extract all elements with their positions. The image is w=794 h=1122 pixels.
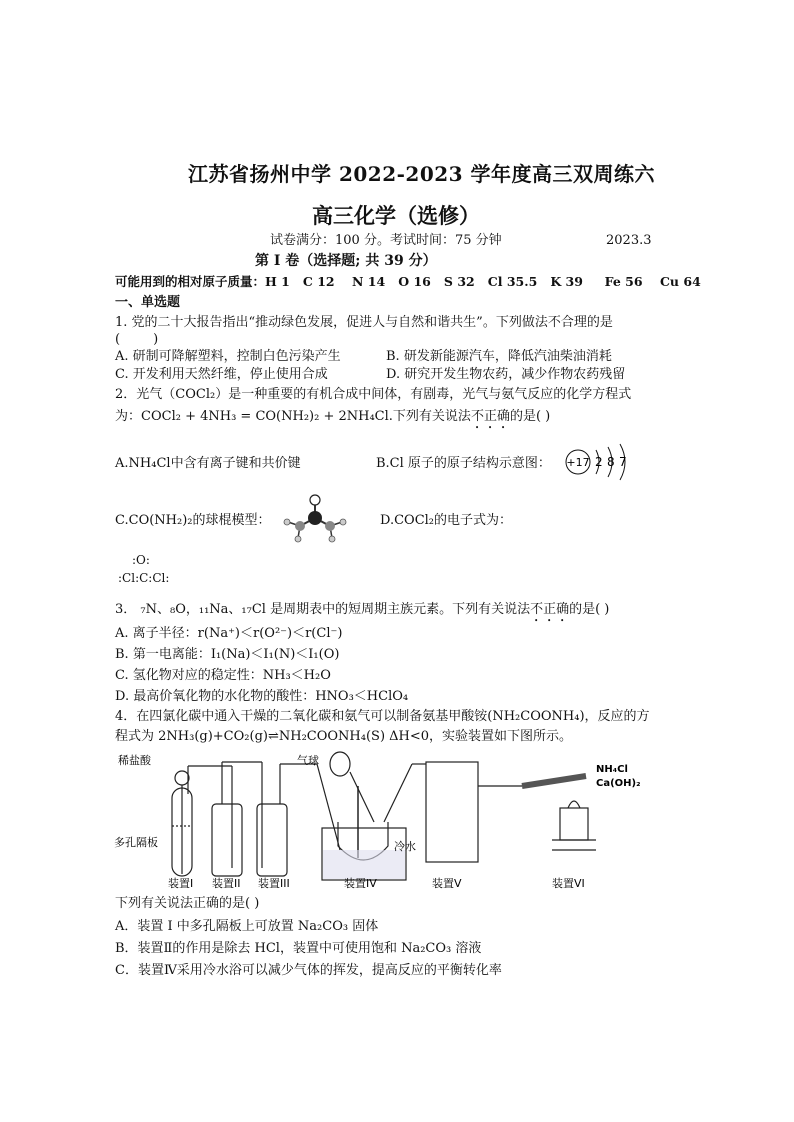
q2-option-a-formula: NH₄Cl	[128, 456, 171, 471]
q2-option-d-formula: COCl₂	[394, 513, 435, 528]
q2-option-c-formula: CO(NH₂)₂	[128, 513, 193, 528]
q2-stem-b: ）是一种重要的有机合成中间体，有剧毒，光气与氨气反应的化学方程式	[215, 387, 632, 402]
label-apparatus-2: 装置II	[212, 877, 241, 890]
label-reagent-2: Ca(OH)₂	[596, 778, 641, 789]
q4-stem-line2: 程式为 2NH₃(g)+CO₂(g)⇌NH₂COONH₄(S) ΔH<0，实验装置如下图所示。	[115, 729, 573, 744]
q3-option-d: D. 最高价氧化物的水化物的酸性：HNO₃＜HClO₄	[115, 689, 409, 704]
label-balloon: 气球	[297, 754, 319, 767]
nitrogen-atom-2	[325, 521, 335, 531]
label-apparatus-3: 装置III	[258, 877, 290, 890]
q3-stem-a: 3． ₇N、₈O，₁₁Na、₁₇Cl 是周期表中的短周期主族元素。下列有关说法	[115, 602, 531, 617]
flame	[568, 801, 580, 808]
label-cold-water: 冷水	[394, 840, 416, 853]
q3-option-b: B. 第一电离能：I₁(Na)＜I₁(N)＜I₁(O)	[115, 647, 340, 662]
nitrogen-atom-1	[295, 521, 305, 531]
q2-equation-prefix: 为：	[115, 409, 142, 424]
part-title: 一、单选题	[115, 295, 181, 310]
carbon-atom	[308, 511, 322, 525]
q2-option-a-text: 中含有离子键和共价键	[170, 456, 301, 471]
q3-option-c: C. 氢化物对应的稳定性：NH₃＜H₂O	[115, 668, 331, 683]
q4-option-c: C．装置Ⅳ采用冷水浴可以减少气体的挥发，提高反应的平衡转化率	[115, 963, 502, 978]
balloon	[330, 752, 350, 776]
burner	[560, 808, 588, 840]
q4-option-b: B．装置Ⅱ的作用是除去 HCl，装置中可使用饱和 Na₂CO₃ 溶液	[115, 941, 482, 956]
q3-option-a: A. 离子半径：r(Na⁺)＜r(O²⁻)＜r(Cl⁻)	[115, 626, 343, 641]
q2-option-d	[380, 512, 512, 529]
acid-funnel-bulb	[175, 771, 189, 785]
q3-emphasis: 不正确	[530, 602, 570, 617]
exam-meta: 试卷满分：100 分。考试时间：75 分钟	[270, 233, 502, 248]
atom-nucleus-label: +17	[566, 456, 590, 469]
q2-stem-formula: COCl₂	[175, 387, 216, 402]
lewis-bottom: :Cl:C:Cl:	[118, 571, 170, 585]
q2-option-b-text: B.Cl 原子的原子结构示意图：	[376, 456, 551, 471]
q1-option-d: D. 研究开发生物农药，减少作物农药残留	[386, 367, 626, 382]
q2-stem-a: 2．光气（	[115, 387, 176, 402]
label-apparatus-4: 装置IV	[344, 877, 377, 890]
q3-stem-b: 的是( )	[569, 602, 610, 617]
apparatus-2-bottle	[212, 804, 242, 876]
label-apparatus-6: 装置VI	[552, 877, 585, 890]
q1-bracket: ( )	[115, 332, 159, 347]
label-apparatus-1: 装置I	[168, 877, 194, 890]
q2-equation-suffix-a: .下列有关说法	[388, 409, 471, 424]
q1-option-b: B. 研发新能源汽车，降低汽油柴油消耗	[386, 349, 612, 364]
q3-stem	[115, 601, 609, 625]
q1-option-c: C. 开发利用天然纤维，停止使用合成	[115, 367, 328, 382]
oxygen-atom	[310, 495, 320, 505]
q2-stem	[115, 386, 631, 403]
apparatus-5-box	[426, 762, 478, 862]
shell-count-2: 8	[607, 455, 615, 469]
cl-atom-structure-diagram	[562, 440, 642, 484]
q2-emphasis: 不正确	[470, 409, 510, 424]
q4-option-a: A．装置 I 中多孔隔板上可放置 Na₂CO₃ 固体	[115, 919, 379, 934]
q2-option-c	[115, 512, 271, 529]
q2-option-c-label: C.	[115, 513, 129, 528]
q2-option-a-label: A.	[115, 456, 129, 471]
q2-option-a	[115, 455, 301, 472]
label-reagent-1: NH₄Cl	[596, 764, 628, 775]
q2-equation-suffix-b: 的是( )	[509, 409, 551, 424]
q1-stem: 1. 党的二十大报告指出“推动绿色发展，促进人与自然和谐共生”。下列做法不合理的是	[115, 315, 613, 330]
q4-stem-line1: 4．在四氯化碳中通入干燥的二氧化碳和氨气可以制备氨基甲酸铵(NH₂COONH₄)，反应的方	[115, 709, 650, 724]
lewis-top: :O:	[132, 553, 150, 567]
q2-option-d-label: D.	[380, 513, 395, 528]
q2-equation: COCl₂ + 4NH₃ = CO(NH₂)₂ + 2NH₄Cl	[141, 409, 389, 424]
q2-option-d-text: 的电子式为：	[434, 513, 513, 528]
atomic-masses: 可能用到的相对原子质量：H 1 C 12 N 14 O 16 S 32 Cl 35.5 K 39 Fe 56 Cu 64	[115, 274, 701, 289]
ball-stick-model	[280, 492, 350, 544]
q2-option-c-text: 的球棍模型：	[192, 513, 271, 528]
q2-equation-line	[115, 408, 550, 432]
exam-subtitle: 高三化学（选修）	[312, 203, 480, 228]
q4-question: 下列有关说法正确的是( )	[115, 896, 260, 911]
q1-option-a: A. 研制可降解塑料，控制白色污染产生	[115, 349, 341, 364]
exam-date: 2023.3	[606, 233, 652, 248]
shell-count-1: 2	[595, 455, 603, 469]
shell-count-3: 7	[619, 455, 627, 469]
exam-title: 江苏省扬州中学 2022-2023 学年度高三双周练六	[188, 162, 656, 186]
label-apparatus-5: 装置V	[432, 877, 462, 890]
reagent-tube	[522, 776, 586, 786]
label-acid: 稀盐酸	[118, 754, 151, 767]
label-plate: 多孔隔板	[114, 836, 158, 849]
apparatus-diagram	[112, 750, 672, 892]
section-title: 第 I 卷（选择题; 共 39 分）	[255, 253, 437, 269]
